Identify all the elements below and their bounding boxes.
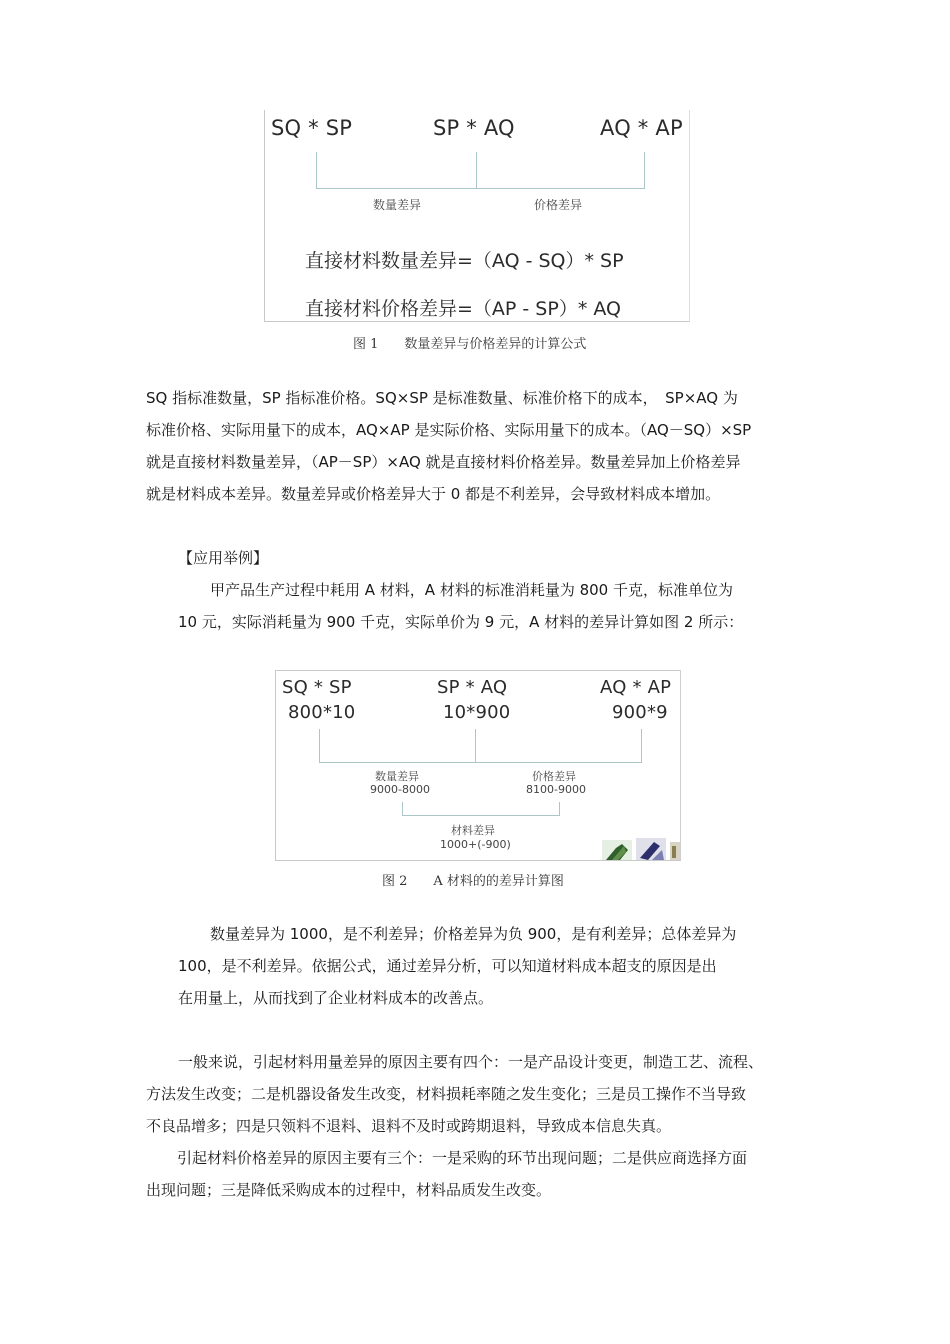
fig2-label-price-variance: 价格差异 [532,770,576,783]
fig1-bracket-right [644,152,645,188]
example-heading: 【应用举例】 [178,549,269,567]
paragraph-line: 100，是不利差异。依据公式，通过差异分析，可以知道材料成本超支的原因是出 [178,957,717,975]
paragraph-line: SQ 指标准数量，SP 指标准价格。SQ×SP 是标准数量、标准价格下的成本， SP×AQ 为 [146,389,738,407]
paragraph-definitions [146,382,751,510]
fig1-bracket-bottom [316,188,645,189]
fig2-label-material-variance: 材料差异 [451,824,495,837]
figure-1-caption: 图 1 数量差异与价格差异的计算公式 [353,337,587,352]
fig2-bracket-middle [475,729,476,762]
fig1-bracket-left [316,152,317,188]
fig1-term-sq-sp: SQ * SP [271,116,353,140]
fig2-value-quantity-variance: 9000-8000 [370,783,430,796]
paragraph-causes [146,1046,763,1206]
example-text [178,574,743,638]
figure-2-caption: 图 2 A 材料的的差异计算图 [382,874,564,889]
fig2-value-material-variance: 1000+(-900) [440,838,511,851]
fig2-value-aq-ap: 900*9 [612,702,668,723]
fig2-bracket-right [641,729,642,762]
fig2-sub-bracket-right [559,802,560,815]
paragraph-line: 不良品增多；四是只领料不退料、退料不及时或跨期退料，导致成本信息失真。 [146,1117,672,1135]
paragraph-line: 一般来说，引起材料用量差异的原因主要有四个：一是产品设计变更，制造工艺、流程、 [178,1053,764,1071]
paragraph-line: 就是直接材料数量差异，（AP－SP）×AQ 就是直接材料价格差异。数量差异加上价格差异 [146,453,741,471]
fig2-term-sp-aq: SP * AQ [437,677,508,698]
paragraph-line: 引起材料价格差异的原因主要有三个：一是采购的环节出现问题；二是供应商选择方面 [162,1149,748,1167]
paragraph-line: 方法发生改变；二是机器设备发生改变，材料损耗率随之发生变化；三是员工操作不当导致 [146,1085,747,1103]
fig2-term-aq-ap: AQ * AP [600,677,672,698]
fig2-term-sq-sp: SQ * SP [282,677,352,698]
fig2-value-sp-aq: 10*900 [443,702,511,723]
fig1-label-price-variance: 价格差异 [534,198,583,212]
fig1-term-sp-aq: SP * AQ [433,116,515,140]
paragraph-analysis [178,918,736,1014]
fig1-formula-quantity: 直接材料数量差异=（AQ - SQ）* SP [305,250,624,272]
fig2-label-quantity-variance: 数量差异 [375,770,419,783]
paragraph-line: 就是材料成本差异。数量差异或价格差异大于 0 都是不利差异，会导致材料成本增加。 [146,485,721,503]
fig1-label-quantity-variance: 数量差异 [373,198,422,212]
fig2-value-price-variance: 8100-9000 [526,783,586,796]
paragraph-line: 出现问题；三是降低采购成本的过程中，材料品质发生改变。 [146,1181,552,1199]
fig1-term-aq-ap: AQ * AP [600,116,683,140]
fig2-bracket-bottom [319,762,642,763]
fig1-bracket-middle [476,152,477,188]
figure-1-variance-formula [264,110,690,322]
fig2-sub-bracket-left [402,802,403,815]
fig2-bracket-left [319,729,320,762]
paragraph-line: 数量差异为 1000，是不利差异；价格差异为负 900，是有利差异；总体差异为 [210,925,737,943]
fig1-formula-price: 直接材料价格差异=（AP - SP）* AQ [305,298,621,320]
figure-2-material-a-variance [275,670,681,861]
paragraph-line: 标准价格、实际用量下的成本，AQ×AP 是实际价格、实际用量下的成本。（AQ－SQ）×SP [146,421,752,439]
fig2-sub-bracket-bottom [402,815,560,816]
fig2-decorative-thumbnails [602,838,680,860]
paragraph-line: 甲产品生产过程中耗用 A 材料，A 材料的标准消耗量为 800 千克，标准单位为 [210,581,733,599]
fig2-value-sq-sp: 800*10 [288,702,356,723]
paragraph-line: 10 元，实际消耗量为 900 千克，实际单价为 9 元，A 材料的差异计算如图 2 所示： [178,613,744,631]
paragraph-line: 在用量上，从而找到了企业材料成本的改善点。 [178,989,494,1007]
